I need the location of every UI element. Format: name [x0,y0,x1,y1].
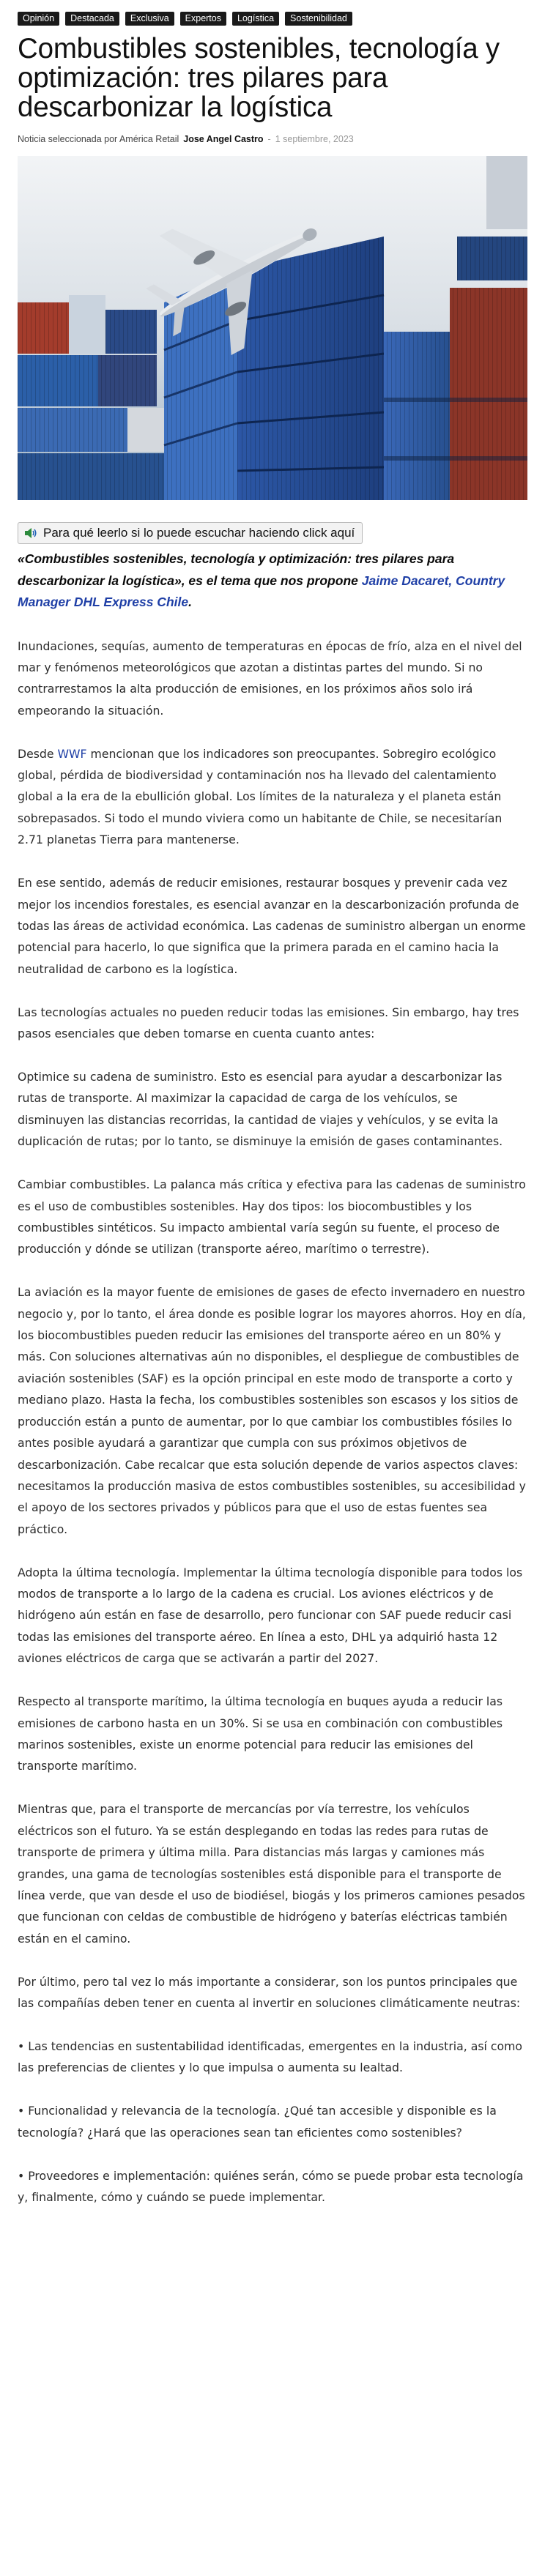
lead-author-link[interactable]: Jaime Dacaret, Country Manager DHL Express Chile [18,573,505,609]
tag-logistica[interactable]: Logística [232,12,279,26]
paragraph-6: Cambiar combustibles. La palanca más crítica y efectiva para las cadenas de suministro es el uso de combustibles sostenibles. Hay dos tipos: los biocombustibles y los combustibles sintéticos. Su impacto ambiental varía según su fuente, el proceso de producción y dónde se utilizan (transporte aéreo, marítimo o terrestre). [18,1177,526,1257]
tag-opinion[interactable]: Opinión [18,12,59,26]
paragraph-9: Respecto al transporte marítimo, la última tecnología en buques ayuda a reducir las emisiones de carbono hasta en un 30%. Si se usa en combinación con combustibles marinos sostenibles, existe un enorme potencial para reducir las emisiones del transporte marítimo. [18,1694,503,1773]
paragraph-2-start: Desde [18,746,58,761]
article-meta [18,134,527,144]
tag-sostenibilidad[interactable]: Sostenibilidad [285,12,352,26]
lead-end: . [188,595,192,609]
paragraph-2-rest: mencionan que los indicadores son preocupantes. Sobregiro ecológico global, pérdida de biodiversidad y contaminación nos ha llevado del calentamiento global a la era de la ebullición global. Los límites de la naturaleza y el planeta están sobrepasados. Si todo el mundo viviera como un habitante de Chile, se necesitarían 2.71 planetas Tierra para mantenerse. [18,746,503,847]
bullet-3: • Proveedores e implementación: quiénes serán, cómo se puede probar esta tecnología y, finalmente, cómo y cuándo se puede implementar. [18,2168,524,2204]
listen-button-label: Para qué leerlo si lo puede escuchar haciendo click aquí [43,526,355,540]
tag-exclusiva[interactable]: Exclusiva [125,12,174,26]
meta-separator: - [267,134,271,144]
article-title: Combustibles sostenibles, tecnología y optimización: tres pilares para descarbonizar la logística [18,33,500,123]
category-tags [18,0,527,26]
paragraph-10: Mientras que, para el transporte de mercancías por vía terrestre, los vehículos eléctricos son el futuro. Ya se están desplegando en todas las redes para rutas de transporte de primera y última milla. Para distancias más largas y camiones más grandes, una gama de tecnologías sostenibles está disponible para el transporte de línea verde, que van desde el uso de biodiésel, biogás y los primeros camiones pesados que funcionan con celdas de combustible de hidrógeno y baterías eléctricas también están en el camino. [18,1802,525,1946]
tag-expertos[interactable]: Expertos [180,12,226,26]
paragraph-3: En ese sentido, además de reducir emisiones, restaurar bosques y prevenir cada vez mejor los incendios forestales, es esencial avanzar en la descarbonización profunda de todas las áreas de actividad económica. Las cadenas de suministro albergan un enorme potencial para hacerlo, lo que significa que la primera parada en el camino hacia la neutralidad de carbono es la logística. [18,876,526,976]
wwf-link[interactable]: WWF [57,746,87,761]
paragraph-11: Por último, pero tal vez lo más importante a considerar, son los puntos principales que las compañías deben tener en cuenta al invertir en soluciones climáticamente neutras: [18,1974,521,2011]
publish-date: 1 septiembre, 2023 [275,134,354,144]
paragraph-4: Las tecnologías actuales no pueden reducir todas las emisiones. Sin embargo, hay tres pasos esenciales que deben tomarse en cuenta cuanto antes: [18,1005,519,1041]
bullet-2: • Funcionalidad y relevancia de la tecnología. ¿Qué tan accesible y disponible es la tecnología? ¿Hará que las operaciones sean tan eficientes como sostenibles? [18,2104,497,2140]
selection-note: Noticia seleccionada por América Retail [18,134,179,144]
article-body [18,636,527,2208]
paragraph-7: La aviación es la mayor fuente de emisiones de gases de efecto invernadero en nuestro negocio y, por lo tanto, el área donde es posible lograr los mayores ahorros. Hoy en día, los biocombustibles pueden reducir las emisiones del transporte aéreo en un 80% y más. Con soluciones alternativas aún no disponibles, el despliegue de combustibles de aviación sostenibles (SAF) es la opción principal en este modo de transporte a corto y mediano plazo. Hasta la fecha, los combustibles sostenibles son escasos y los sitios de producción están a punto de aumentar, por lo que cambiar los combustibles fósiles lo antes posible ayudará a garantizar que cumpla con sus próximos objetivos de descarbonización. Cabe recalcar que esta solución depende de varios aspectos claves: necesitamos la producción masiva de estos combustibles sostenibles, su accesibilidad y el apoyo de los sectores privados y públicos para que el uso de estas fuentes sea práctico. [18,1285,526,1536]
author-name[interactable]: Jose Angel Castro [183,134,264,144]
lead-quote: «Combustibles sostenibles, tecnología y optimización: tres pilares para descarbonizar la logística», es el tema que nos propone [18,551,455,588]
paragraph-8: Adopta la última tecnología. Implementar la última tecnología disponible para todos los modos de transporte a lo largo de la cadena es crucial. Los aviones eléctricos y de hidrógeno aún están en fase de desarrollo, pero funcionar con SAF puede reducir casi todas las emisiones del transporte aéreo. En línea a esto, DHL ya adquirió hasta 12 aviones eléctricos de carga que se activarán a partir del 2027. [18,1565,523,1666]
hero-image [18,156,527,500]
paragraph-1: Inundaciones, sequías, aumento de temperaturas en épocas de frío, alza en el nivel del mar y fenómenos meteorológicos que azotan a distintas partes del mundo. Si no contrarrestamos la alta producción de emisiones, en los próximos años solo irá empeorando la situación. [18,639,522,718]
speaker-icon [24,527,37,539]
article-lead [18,548,527,614]
bullet-1: • Las tendencias en sustentabilidad identificadas, emergentes en la industria, así como las preferencias de clientes y lo que impulsa o aumenta su lealtad. [18,2039,522,2075]
listen-button[interactable] [18,522,363,544]
paragraph-5: Optimice su cadena de suministro. Esto es esencial para ayudar a descarbonizar las rutas de transporte. Al maximizar la capacidad de carga de los vehículos, se disminuyen las distancias recorridas, la cantidad de viajes y vehículos, y se evita la duplicación de rutas; por lo tanto, se disminuye la emisión de gases contaminantes. [18,1070,503,1149]
tag-destacada[interactable]: Destacada [65,12,119,26]
paragraph-2 [18,743,527,851]
